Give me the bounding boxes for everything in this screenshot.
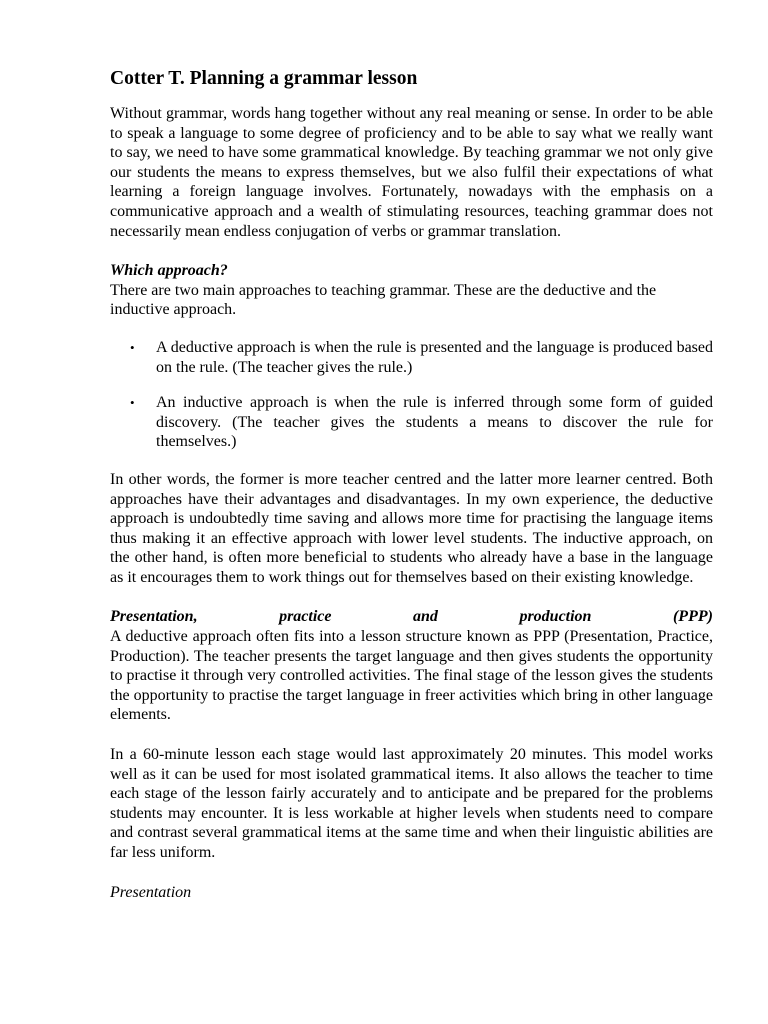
bullet-icon: • xyxy=(130,339,135,355)
ppp-paragraph: A deductive approach often fits into a lesson structure known as PPP (Presentation, Practice, Production). The teacher presents the target language and then gives students the opportunity to practise it through very controlled activities. The final stage of the lesson gives the students the opportunity to practise the target language in freer activities which bring in other language elements. xyxy=(110,628,713,724)
list-item-deductive xyxy=(110,338,713,377)
ppp-paragraph-2: In a 60-minute lesson each stage would last approximately 20 minutes. This model works well as it can be used for most isolated grammatical items. It also allows the teacher to time each stage of the lesson fairly accurately and to anticipate and be prepared for the problems students may encounter. It is less workable at higher levels when students need to compare and contrast several grammatical items at the same time and when their linguistic abilities are far less uniform. xyxy=(110,746,713,861)
ppp-heading-word: practice xyxy=(279,608,332,626)
document-page xyxy=(110,66,713,902)
other-words-paragraph: In other words, the former is more teacher centred and the latter more learner centred. Both approaches have their advantages and disadvantages. In my own experience, the deductive approach is undoubtedly time saving and allows more time for practising the language items thus making it an effective approach with lower level students. The inductive approach, on the other hand, is often more beneficial to students who already have a base in the language as it encourages them to work things out for themselves based on their existing knowledge. xyxy=(110,470,713,586)
section-heading-ppp xyxy=(110,607,713,627)
list-item-text: An inductive approach is when the rule is inferred through some form of guided discovery. (The teacher gives the students a means to discover the rule for themselves.) xyxy=(156,394,713,451)
intro-paragraph: Without grammar, words hang together without any real meaning or sense. In order to be able to speak a language to some degree of proficiency and to be able to say what we really want to say, we need to have some grammatical knowledge. By teaching grammar we not only give our students the means to express themselves, but we also fulfil their expectations of what learning a foreign language involves. Fortunately, nowadays with the emphasis on a communicative approach and a wealth of stimulating resources, teaching grammar does not necessarily mean endless conjugation of verbs or grammar translation. xyxy=(110,105,713,240)
section-heading-which-approach: Which approach? xyxy=(110,262,228,280)
which-approach-paragraph: There are two main approaches to teaching grammar. These are the deductive and the inductive approach. xyxy=(110,281,657,319)
subheading-presentation: Presentation xyxy=(110,883,192,901)
ppp-heading-word: Presentation, xyxy=(110,608,198,626)
ppp-heading-word: production xyxy=(519,608,592,626)
bullet-icon: • xyxy=(130,395,135,411)
approach-list xyxy=(110,338,713,452)
list-item-text: A deductive approach is when the rule is presented and the language is produced based on the rule. (The teacher gives the rule.) xyxy=(156,338,713,376)
ppp-heading-word: and xyxy=(413,608,438,626)
ppp-heading-word: (PPP) xyxy=(672,608,713,626)
document-title: Cotter T. Planning a grammar lesson xyxy=(110,68,418,89)
list-item-inductive xyxy=(110,393,713,452)
